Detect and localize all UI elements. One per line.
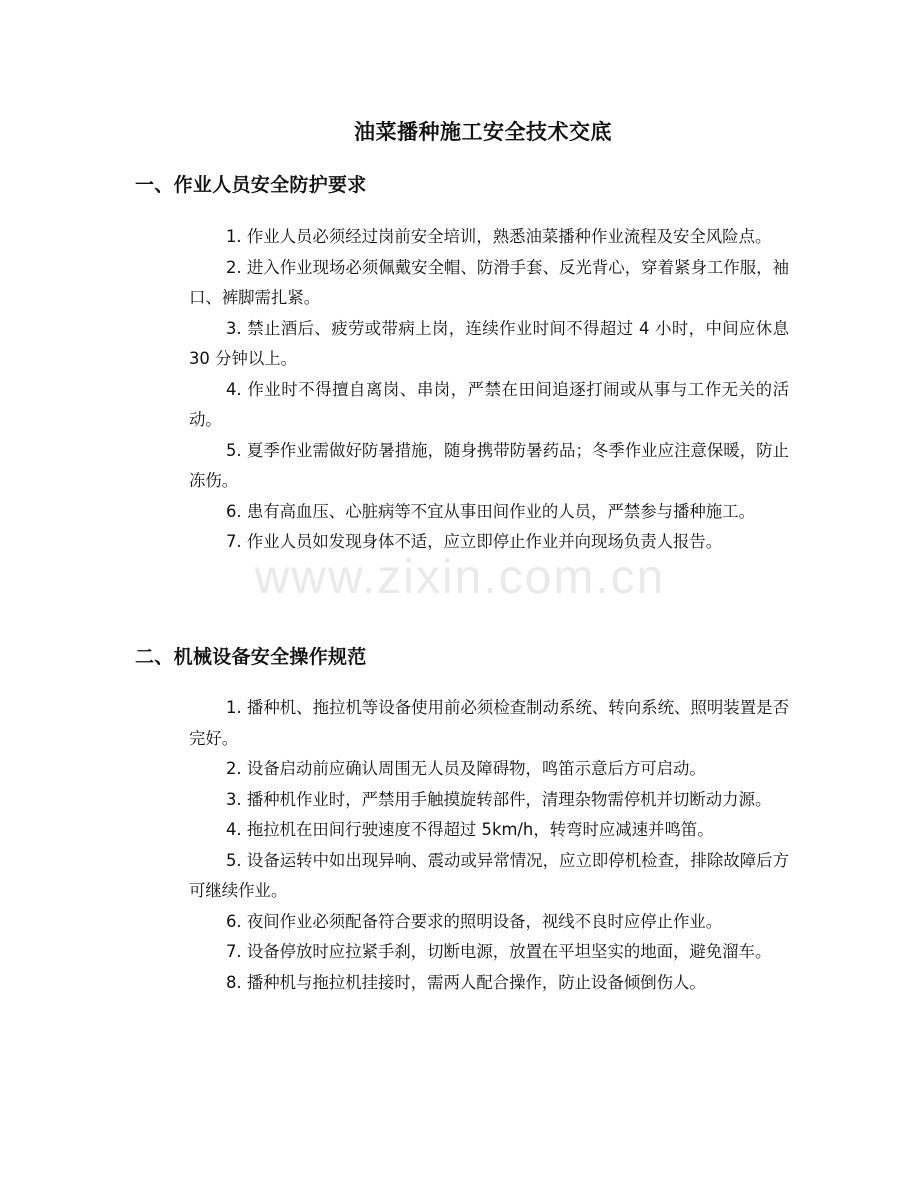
list-item: 4. 拖拉机在田间行驶速度不得超过 5km/h，转弯时应减速并鸣笛。 xyxy=(226,820,714,839)
list-item: 8. 播种机与拖拉机挂接时，需两人配合操作，防止设备倾倒伤人。 xyxy=(226,972,706,992)
list-item: 2. 设备启动前应确认周围无人员及障碍物，鸣笛示意后方可启动。 xyxy=(226,759,706,778)
list-item: 4. 作业时不得擅自离岗、串岗，严禁在田间追逐打闹或从事与工作无关的活动。 xyxy=(189,379,789,429)
list-item: 6. 患有高血压、心脏病等不宜从事田间作业的人员，严禁参与播种施工。 xyxy=(226,501,755,521)
watermark: www.zixin.com.cn xyxy=(254,551,666,604)
list-item: 3. 播种机作业时，严禁用手触摸旋转部件，清理杂物需停机并切断动力源。 xyxy=(226,789,772,809)
list-item: 2. 进入作业现场必须佩戴安全帽、防滑手套、反光背心，穿着紧身工作服，袖口、裤脚需扎紧。 xyxy=(189,257,789,307)
section-heading-1: 一、作业人员安全防护要求 xyxy=(135,174,367,196)
section-2-items xyxy=(189,693,789,998)
list-item: 7. 作业人员如发现身体不适，应立即停止作业并向现场负责人报告。 xyxy=(226,532,723,551)
list-item: 5. 夏季作业需做好防暑措施，随身携带防暑药品；冬季作业应注意保暖，防止冻伤。 xyxy=(189,440,789,490)
page-title: 油菜播种施工安全技术交底 xyxy=(354,120,612,144)
list-item: 1. 播种机、拖拉机等设备使用前必须检查制动系统、转向系统、照明装置是否完好。 xyxy=(189,698,789,748)
list-item: 3. 禁止酒后、疲劳或带病上岗，连续作业时间不得超过 4 小时，中间应休息 30 分钟以上。 xyxy=(189,318,789,368)
section-heading-2: 二、机械设备安全操作规范 xyxy=(135,646,367,668)
section-1-items xyxy=(189,222,789,558)
list-item: 6. 夜间作业必须配备符合要求的照明设备，视线不良时应停止作业。 xyxy=(226,911,723,931)
list-item: 1. 作业人员必须经过岗前安全培训，熟悉油菜播种作业流程及安全风险点。 xyxy=(226,227,772,246)
list-item: 7. 设备停放时应拉紧手刹，切断电源，放置在平坦坚实的地面，避免溜车。 xyxy=(226,942,772,961)
list-item: 5. 设备运转中如出现异响、震动或异常情况，应立即停机检查，排除故障后方可继续作业。 xyxy=(189,850,789,900)
